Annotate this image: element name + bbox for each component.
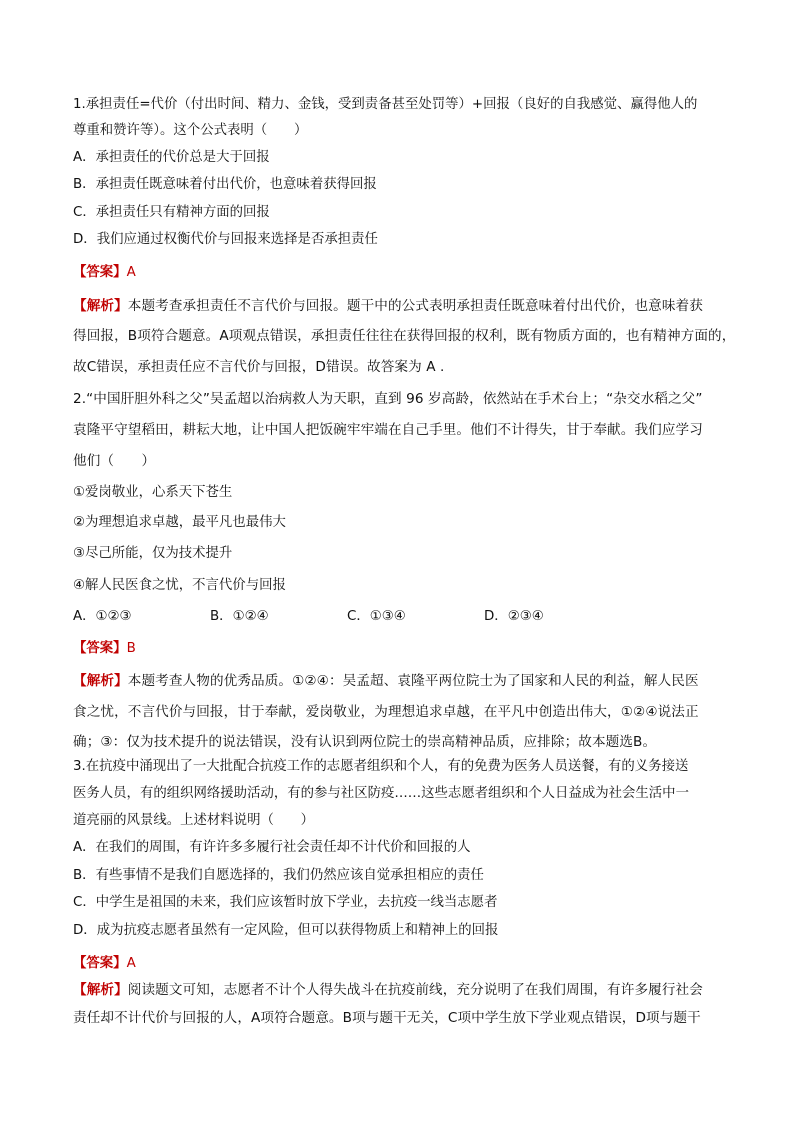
q2-stem-line-2: 袁隆平守望稻田，耕耘大地，让中国人把饭碗牢牢端在自己手里。他们不计得失，甘于奉献。我们应学习: [73, 422, 703, 438]
q3-analysis-line-1: [73, 980, 723, 1000]
q1-analysis-line-1: [73, 296, 723, 316]
q2-stem-line-3: 他们（ ）: [73, 453, 156, 469]
q3-stem-line-1: 3.在抗疫中涌现出了一大批配合抗疫工作的志愿者组织和个人，有的免费为医务人员送餐，有的义务接送: [73, 759, 689, 774]
q3-option-a: A．在我们的周围，有许许多多履行社会责任却不计代价和回报的人: [73, 840, 471, 855]
q2-answer: [73, 639, 723, 659]
analysis-text: 本题考查承担责任不言代价与回报。题干中的公式表明承担责任既意味着付出代价，也意味着获: [127, 298, 703, 314]
q2-item-4: ④解人民医食之忧，不言代价与回报: [73, 578, 286, 593]
answer-tag: 【答案】: [73, 956, 127, 971]
q2-item-3: ③尽己所能，仅为技术提升: [73, 546, 233, 561]
q2-option-b: B．①②④: [210, 609, 269, 624]
analysis-text: 本题考查人物的优秀品质。①②④：吴孟超、袁隆平两位院士为了国家和人民的利益，解人民医: [127, 673, 699, 689]
q2-item-2: ②为理想追求卓越，最平凡也最伟大: [73, 515, 286, 530]
q1-stem-line-1: 1.承担责任=代价（付出时间、精力、金钱，受到责备甚至处罚等）+回报（良好的自我感觉、赢得他人的: [73, 97, 698, 112]
q2-option-c: C．①③④: [347, 609, 406, 624]
q3-option-d: D．成为抗疫志愿者虽然有一定风险，但可以获得物质上和精神上的回报: [73, 923, 499, 938]
q3-analysis-line-2: 责任却不计代价与回报的人，A项符合题意。B项与题干无关，C项中学生放下学业观点错误，D项与题干: [73, 1010, 701, 1026]
analysis-tag: 【解析】: [73, 298, 128, 314]
q1-analysis-line-2: 得回报，B项符合题意。A项观点错误，承担责任往往在获得回报的权利，既有物质方面的，也有精神方面的，: [73, 328, 736, 344]
q2-analysis-line-2: 食之忧，不言代价与回报，甘于奉献，爱岗敬业，为理想追求卓越，在平凡中创造出伟大，①②④说法正: [73, 704, 699, 720]
analysis-tag: 【解析】: [73, 673, 128, 689]
q3-answer: [73, 954, 723, 974]
analysis-text: 阅读题文可知，志愿者不计个人得失战斗在抗疫前线，充分说明了在我们周围，有许多履行社会: [127, 982, 703, 998]
q2-analysis-line-3: 确；③：仅为技术提升的说法错误，没有认识到两位院士的崇高精神品质，应排除；故本题选B。: [73, 734, 657, 750]
q2-item-1: ①爱岗敬业，心系天下苍生: [73, 485, 233, 500]
q1-option-c: C．承担责任只有精神方面的回报: [73, 205, 270, 220]
q1-option-a: A．承担责任的代价总是大于回报: [73, 150, 270, 165]
q2-options-row: [73, 607, 723, 627]
q2-analysis-line-1: [73, 671, 723, 691]
q3-option-b: B．有些事情不是我们自愿选择的，我们仍然应该自觉承担相应的责任: [73, 868, 484, 883]
q3-stem-line-2: 医务人员，有的组织网络援助活动，有的参与社区防疫……这些志愿者组织和个人日益成为社会生活中一: [73, 786, 689, 801]
q2-option-d: D．②③④: [484, 609, 544, 624]
answer-tag: 【答案】: [73, 265, 127, 280]
answer-value: A: [126, 265, 136, 280]
answer-tag: 【答案】: [73, 641, 127, 656]
q2-option-a: A．①②③: [73, 609, 132, 624]
answer-value: B: [126, 641, 136, 656]
q1-analysis-line-3: 故C错误，承担责任应不言代价与回报，D错误。故答案为 A .: [73, 359, 445, 375]
analysis-tag: 【解析】: [73, 982, 128, 998]
q3-option-c: C．中学生是祖国的未来，我们应该暂时放下学业，去抗疫一线当志愿者: [73, 895, 498, 910]
q1-stem-line-2: 尊重和赞许等）。这个公式表明（ ）: [73, 123, 308, 138]
q3-stem-line-3: 道亮丽的风景线。上述材料说明（ ）: [73, 813, 315, 828]
q2-stem-line-1: 2.“中国肝胆外科之父”吴孟超以治病救人为天职，直到 96 岁高龄，依然站在手术台上；“杂交水稻之父”: [73, 391, 703, 407]
answer-value: A: [126, 956, 136, 971]
q1-answer: [73, 263, 723, 283]
q1-option-d: D．我们应通过权衡代价与回报来选择是否承担责任: [73, 232, 378, 247]
q1-option-b: B．承担责任既意味着付出代价，也意味着获得回报: [73, 177, 377, 192]
